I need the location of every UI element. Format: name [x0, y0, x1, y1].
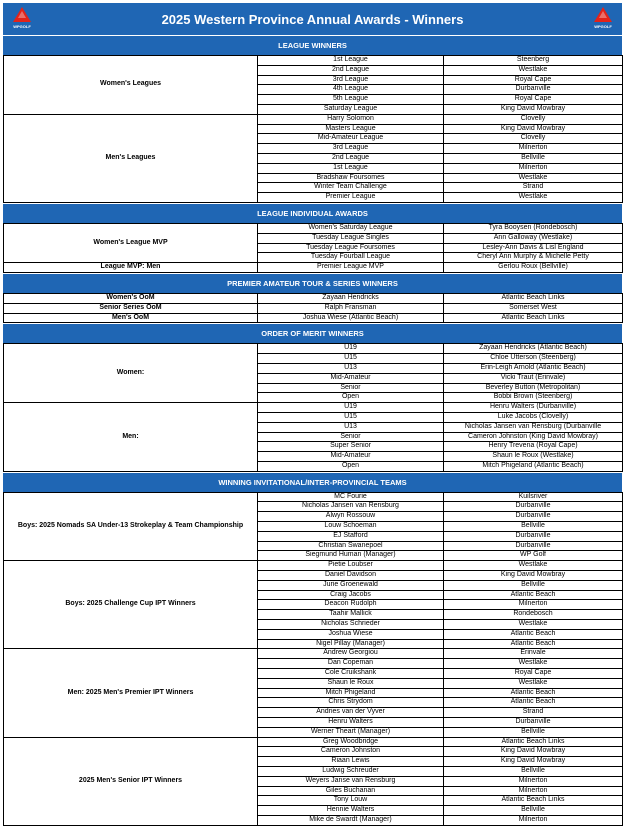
category-label: Women's League MVP: [4, 223, 258, 262]
winner-cell: Chloe Utterson (Steenberg): [444, 354, 623, 364]
award-cell: 2nd League: [258, 65, 444, 75]
table-row: [4, 114, 623, 124]
award-cell: Mid-Amateur: [258, 373, 444, 383]
category-label: Men's OoM: [4, 313, 258, 323]
section-table: [3, 343, 623, 471]
award-cell: Chris Strydom: [258, 698, 444, 708]
winner-cell: Ann Galloway (Westlake): [444, 233, 623, 243]
award-cell: Premier League: [258, 193, 444, 203]
award-cell: Andrew Georgiou: [258, 649, 444, 659]
logo-text: WPGOLF: [594, 24, 612, 29]
winner-cell: Royal Cape: [444, 75, 623, 85]
award-cell: Taahir Mallick: [258, 610, 444, 620]
winner-cell: Cheryl Ann Murphy & Michelle Petty: [444, 253, 623, 263]
category-label: Women's Leagues: [4, 56, 258, 115]
award-cell: Cole Cruikshank: [258, 669, 444, 679]
winner-cell: Nicholas Jansen van Rensburg (Durbanville: [444, 422, 623, 432]
category-label: Senior Series OoM: [4, 303, 258, 313]
award-cell: Zayaan Hendricks: [258, 293, 444, 303]
winner-cell: Rondebosch: [444, 610, 623, 620]
table-row: [4, 649, 623, 659]
section-header: LEAGUE WINNERS: [3, 35, 622, 55]
award-cell: Christian Swanepoel: [258, 541, 444, 551]
winner-cell: Bobbi Brown (Steenberg): [444, 393, 623, 403]
award-cell: Bradshaw Foursomes: [258, 173, 444, 183]
award-cell: Craig Jacobs: [258, 590, 444, 600]
winner-cell: Atlantic Beach Links: [444, 313, 623, 323]
winner-cell: Milnerton: [444, 600, 623, 610]
awards-document: [3, 3, 622, 826]
winner-cell: Milnerton: [444, 776, 623, 786]
award-cell: 1st League: [258, 163, 444, 173]
wpgolf-logo-left: [9, 6, 35, 32]
winner-cell: Westlake: [444, 620, 623, 630]
winner-cell: Westlake: [444, 659, 623, 669]
winner-cell: King David Mowbray: [444, 757, 623, 767]
section-table: [3, 492, 623, 826]
award-cell: 3rd League: [258, 144, 444, 154]
table-row: [4, 223, 623, 233]
winner-cell: Mitch Phigeland (Atlantic Beach): [444, 461, 623, 471]
winner-cell: Clovelly: [444, 114, 623, 124]
award-cell: MC Fourie: [258, 492, 444, 502]
award-cell: Nicholas Jansen van Rensburg: [258, 502, 444, 512]
logo-text: WPGOLF: [13, 24, 31, 29]
table-row: [4, 737, 623, 747]
award-cell: Winter Team Challenge: [258, 183, 444, 193]
winner-cell: Strand: [444, 708, 623, 718]
award-cell: 2nd League: [258, 153, 444, 163]
award-cell: Greg Woodbridge: [258, 737, 444, 747]
award-cell: Open: [258, 461, 444, 471]
table-row: [4, 56, 623, 66]
award-cell: Tuesday Fourball League: [258, 253, 444, 263]
award-cell: Senior: [258, 383, 444, 393]
table-row: [4, 313, 623, 323]
winner-cell: Atlantic Beach Links: [444, 737, 623, 747]
winner-cell: Bellville: [444, 727, 623, 737]
award-cell: 1st League: [258, 56, 444, 66]
winner-cell: Durbanville: [444, 541, 623, 551]
award-cell: Shaun le Roux: [258, 678, 444, 688]
award-cell: Joshua Wiese (Atlantic Beach): [258, 313, 444, 323]
sections-container: [3, 35, 622, 826]
winner-cell: Westlake: [444, 561, 623, 571]
winner-cell: Cameron Johnston (King David Mowbray): [444, 432, 623, 442]
award-cell: Mid-Amateur: [258, 452, 444, 462]
winner-cell: Shaun le Roux (Westlake): [444, 452, 623, 462]
winner-cell: Milnerton: [444, 163, 623, 173]
category-label: Men: 2025 Men's Premier IPT Winners: [4, 649, 258, 737]
award-cell: U19: [258, 344, 444, 354]
award-cell: EJ Stafford: [258, 531, 444, 541]
award-cell: Hennie Walters: [258, 806, 444, 816]
winner-cell: Bellville: [444, 153, 623, 163]
award-cell: Open: [258, 393, 444, 403]
award-cell: Super Senior: [258, 442, 444, 452]
award-cell: Joshua Wiese: [258, 629, 444, 639]
award-cell: Masters League: [258, 124, 444, 134]
award-cell: Pietie Loubser: [258, 561, 444, 571]
wpgolf-logo-right: [590, 6, 616, 32]
award-cell: Ralph Fransman: [258, 303, 444, 313]
award-cell: Nicholas Schrieder: [258, 620, 444, 630]
table-row: [4, 492, 623, 502]
award-cell: Giles Buchanan: [258, 786, 444, 796]
winner-cell: Lesley-Ann Davis & Lisl England: [444, 243, 623, 253]
category-label: Men:: [4, 403, 258, 472]
award-cell: Alwyn Rossouw: [258, 512, 444, 522]
winner-cell: Atlantic Beach: [444, 688, 623, 698]
award-cell: U15: [258, 354, 444, 364]
title-bar: [3, 3, 622, 35]
table-row: [4, 263, 623, 273]
winner-cell: Milnerton: [444, 815, 623, 825]
winner-cell: Atlantic Beach Links: [444, 796, 623, 806]
winner-cell: King David Mowbray: [444, 747, 623, 757]
section-table: [3, 293, 623, 323]
winner-cell: Bellville: [444, 522, 623, 532]
award-cell: Riaan Lewis: [258, 757, 444, 767]
winner-cell: Erin-Leigh Arnold (Atlantic Beach): [444, 363, 623, 373]
section-table: [3, 223, 623, 273]
award-cell: Jurie Groenewald: [258, 580, 444, 590]
table-row: [4, 293, 623, 303]
section-header: WINNING INVITATIONAL/INTER-PROVINCIAL TEAMS: [3, 472, 622, 492]
award-cell: Mike de Swardt (Manager): [258, 815, 444, 825]
award-cell: Mitch Phigeland: [258, 688, 444, 698]
winner-cell: Atlantic Beach: [444, 639, 623, 649]
winner-cell: Westlake: [444, 193, 623, 203]
winner-cell: Durbanville: [444, 531, 623, 541]
winner-cell: Henru Walters (Durbanville): [444, 403, 623, 413]
winner-cell: Kuilsriver: [444, 492, 623, 502]
award-cell: Weyers Janse van Rensburg: [258, 776, 444, 786]
award-cell: Premier League MVP: [258, 263, 444, 273]
award-cell: Andries van der Vyver: [258, 708, 444, 718]
winner-cell: Milnerton: [444, 144, 623, 154]
winner-cell: Vicki Traut (Erinvale): [444, 373, 623, 383]
winner-cell: King David Mowbray: [444, 104, 623, 114]
winner-cell: Westlake: [444, 173, 623, 183]
page-title: 2025 Western Province Annual Awards - Winners: [161, 11, 464, 27]
winner-cell: Royal Cape: [444, 95, 623, 105]
winner-cell: Zayaan Hendricks (Atlantic Beach): [444, 344, 623, 354]
winner-cell: Durbanville: [444, 512, 623, 522]
winner-cell: WP Golf: [444, 551, 623, 561]
category-label: League MVP: Men: [4, 263, 258, 273]
winner-cell: Steenberg: [444, 56, 623, 66]
award-cell: Daniel Davidson: [258, 571, 444, 581]
winner-cell: Henry Trevena (Royal Cape): [444, 442, 623, 452]
award-cell: 5th League: [258, 95, 444, 105]
winner-cell: Milnerton: [444, 786, 623, 796]
winner-cell: Luke Jacobs (Clovelly): [444, 412, 623, 422]
table-row: [4, 303, 623, 313]
award-cell: Louw Schoeman: [258, 522, 444, 532]
award-cell: Senior: [258, 432, 444, 442]
winner-cell: Clovelly: [444, 134, 623, 144]
category-label: Women:: [4, 344, 258, 403]
award-cell: Mid-Amateur League: [258, 134, 444, 144]
table-row: [4, 561, 623, 571]
award-cell: Cameron Johnston: [258, 747, 444, 757]
winner-cell: Westlake: [444, 65, 623, 75]
award-cell: 4th League: [258, 85, 444, 95]
table-row: [4, 403, 623, 413]
award-cell: Saturday League: [258, 104, 444, 114]
award-cell: Harry Solomon: [258, 114, 444, 124]
winner-cell: Bellville: [444, 580, 623, 590]
award-cell: Dan Copeman: [258, 659, 444, 669]
category-label: 2025 Men's Senior IPT Winners: [4, 737, 258, 825]
winner-cell: Strand: [444, 183, 623, 193]
winner-cell: Gerlou Roux (Bellville): [444, 263, 623, 273]
winner-cell: Bellville: [444, 806, 623, 816]
winner-cell: Tyra Booysen (Rondebosch): [444, 223, 623, 233]
section-header: PREMIER AMATEUR TOUR & SERIES WINNERS: [3, 273, 622, 293]
category-label: Men's Leagues: [4, 114, 258, 202]
award-cell: Tony Louw: [258, 796, 444, 806]
award-cell: Werner Theart (Manager): [258, 727, 444, 737]
award-cell: U19: [258, 403, 444, 413]
section-header: ORDER OF MERIT WINNERS: [3, 323, 622, 343]
winner-cell: Bellville: [444, 767, 623, 777]
category-label: Boys: 2025 Challenge Cup IPT Winners: [4, 561, 258, 649]
winner-cell: Beverley Button (Metropolitan): [444, 383, 623, 393]
award-cell: Nigel Pillay (Manager): [258, 639, 444, 649]
award-cell: Tuesday League Singles: [258, 233, 444, 243]
winner-cell: Atlantic Beach: [444, 698, 623, 708]
winner-cell: Atlantic Beach Links: [444, 293, 623, 303]
award-cell: Women's Saturday League: [258, 223, 444, 233]
award-cell: U13: [258, 363, 444, 373]
table-row: [4, 344, 623, 354]
award-cell: U15: [258, 412, 444, 422]
category-label: Women's OoM: [4, 293, 258, 303]
winner-cell: Erinvale: [444, 649, 623, 659]
section-table: [3, 55, 623, 203]
award-cell: U13: [258, 422, 444, 432]
award-cell: Ludwig Schreuder: [258, 767, 444, 777]
award-cell: 3rd League: [258, 75, 444, 85]
category-label: Boys: 2025 Nomads SA Under-13 Strokeplay & Team Championship: [4, 492, 258, 561]
award-cell: Deacon Rudolph: [258, 600, 444, 610]
winner-cell: Somerset West: [444, 303, 623, 313]
winner-cell: Atlantic Beach: [444, 629, 623, 639]
award-cell: Henru Walters: [258, 718, 444, 728]
winner-cell: King David Mowbray: [444, 571, 623, 581]
award-cell: Tuesday League Foursomes: [258, 243, 444, 253]
section-header: LEAGUE INDIVIDUAL AWARDS: [3, 203, 622, 223]
winner-cell: Atlantic Beach: [444, 590, 623, 600]
winner-cell: King David Mowbray: [444, 124, 623, 134]
winner-cell: Royal Cape: [444, 669, 623, 679]
winner-cell: Westlake: [444, 678, 623, 688]
winner-cell: Durbanville: [444, 502, 623, 512]
award-cell: Siegmund Human (Manager): [258, 551, 444, 561]
winner-cell: Durbanville: [444, 718, 623, 728]
winner-cell: Durbanville: [444, 85, 623, 95]
